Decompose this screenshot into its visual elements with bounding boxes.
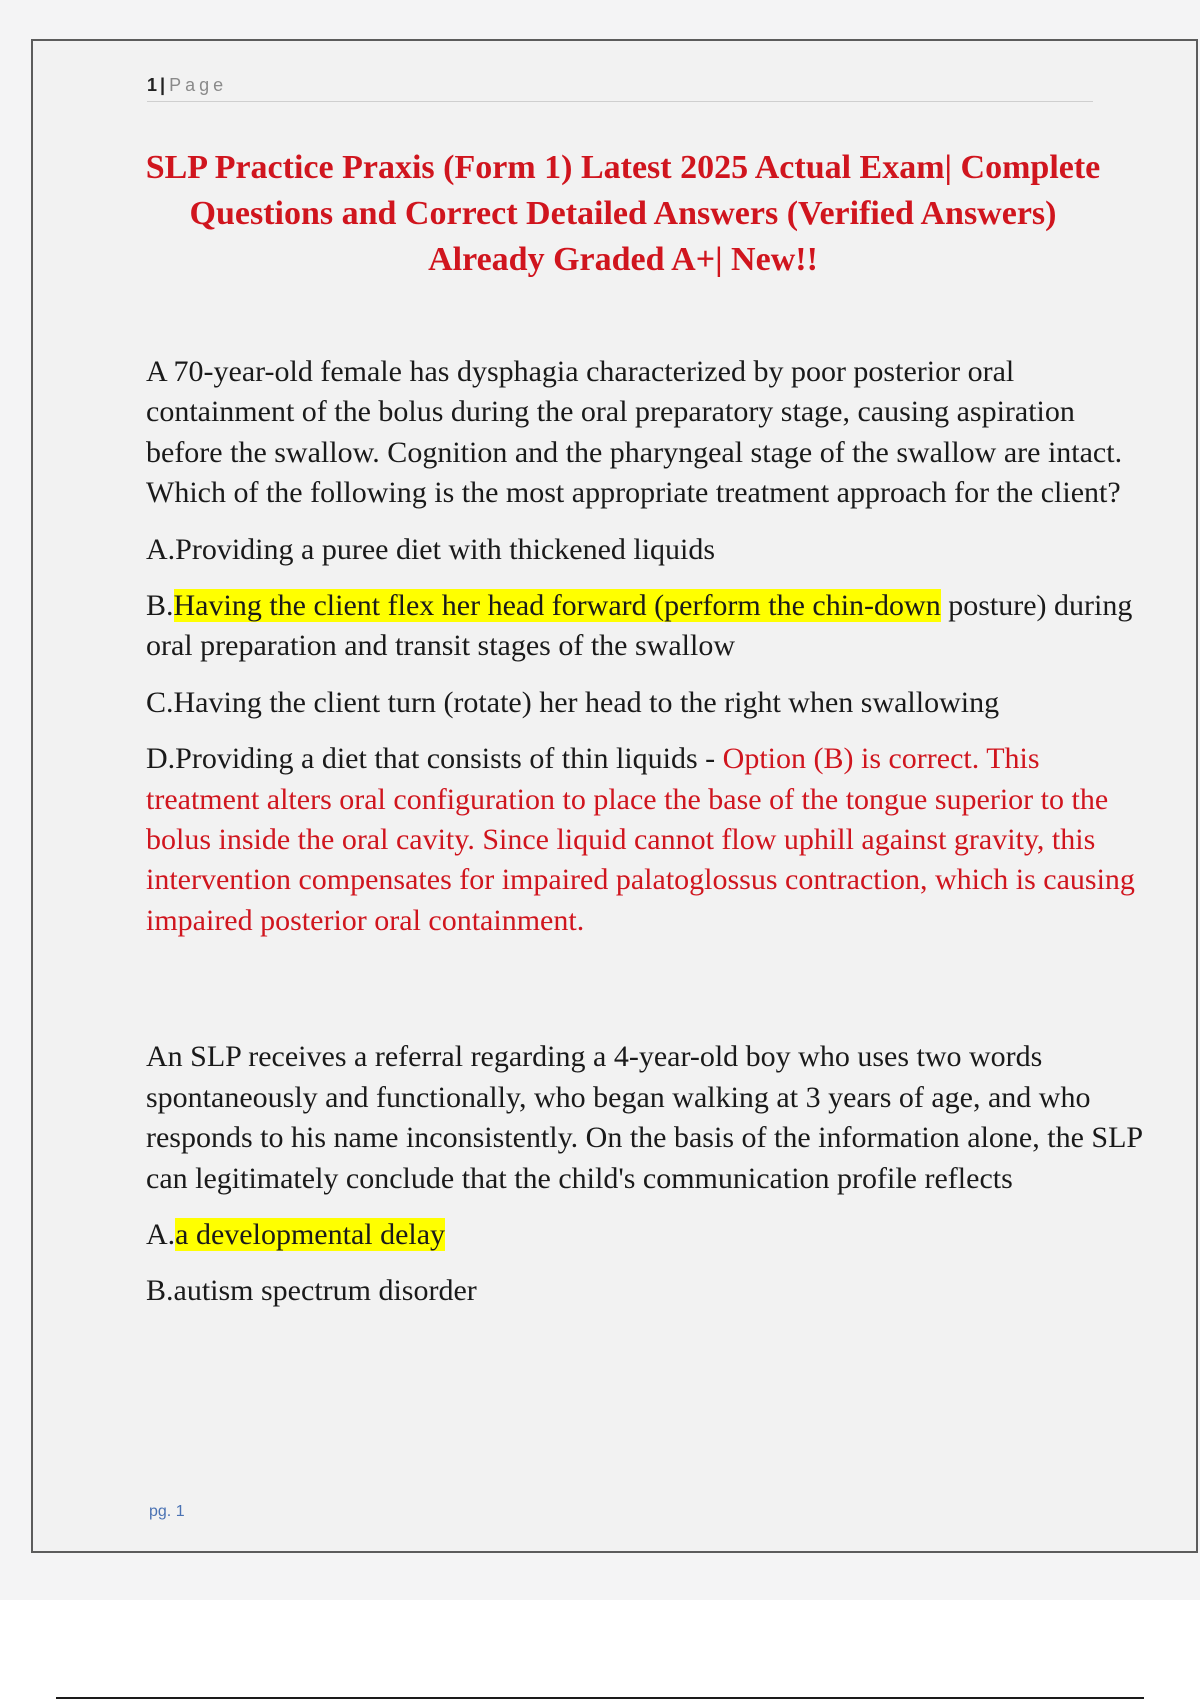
answer-explanation: Option (B) is correct. This treatment alters oral configuration to place the base of the tongue superior to the bolus inside the oral cavity. Since liquid cannot flow uphill against gravity, this intervention compensates for impaired palatoglossus contraction, which is causing impaired posterior oral containment. [146,742,1135,937]
option-text: Having the client turn (rotate) her head to the right when swallowing [173,685,1000,719]
question-2-option-a [146,1215,1146,1255]
header-page-number: 1 [147,75,158,95]
option-letter: C. [146,685,174,719]
option-letter: A. [146,532,176,566]
header-separator: | [160,75,166,95]
page-footer: pg. 1 [149,1503,185,1520]
option-text: autism spectrum disorder [173,1274,477,1308]
option-letter: A. [146,1217,176,1251]
question-1-option-b [146,586,1146,667]
question-spacer [146,957,1146,1037]
document-title: SLP Practice Praxis (Form 1) Latest 2025 Actual Exam| Complete Questions and Correct Detailed Answers (Verified Answers) Already Graded A+| New!! [145,149,1101,278]
header-page-label: Page [169,75,228,95]
question-1-stem: A 70-year-old female has dysphagia characterized by poor posterior oral containment of the bolus during the oral preparatory stage, causing aspiration before the swallow. Cognition and the pharyngeal stage of the swallow are intact. Which of the following is the most appropriate treatment approach for the client? [146,355,1123,510]
option-letter: D. [146,742,176,776]
option-text: posture) during oral preparation and transit stages of the swallow [146,589,1133,663]
question-2-option-b [146,1271,1146,1311]
document-body [146,352,1146,1328]
option-text: Providing a diet that consists of thin liquids - [175,742,723,776]
highlighted-answer: Having the client flex her head forward (perform the chin-down [173,589,941,623]
question-2-stem: An SLP receives a referral regarding a 4-year-old boy who uses two words spontaneously and functionally, who began walking at 3 years of age, and who responds to his name inconsistently. On the basis of the information alone, the SLP can legitimately conclude that the child's communication profile reflects [146,1040,1142,1195]
question-1-option-c [146,683,1146,723]
highlighted-answer: a developmental delay [175,1217,446,1251]
next-page-top [0,1600,1200,1700]
document-page [31,39,1198,1553]
question-1-option-d [146,739,1146,941]
option-text: Providing a puree diet with thickened liquids [175,532,716,566]
page-divider-rule [56,1697,1144,1699]
option-letter: B. [146,589,174,623]
option-letter: B. [146,1274,174,1308]
page-header [147,75,1093,102]
question-1-option-a [146,530,1146,570]
